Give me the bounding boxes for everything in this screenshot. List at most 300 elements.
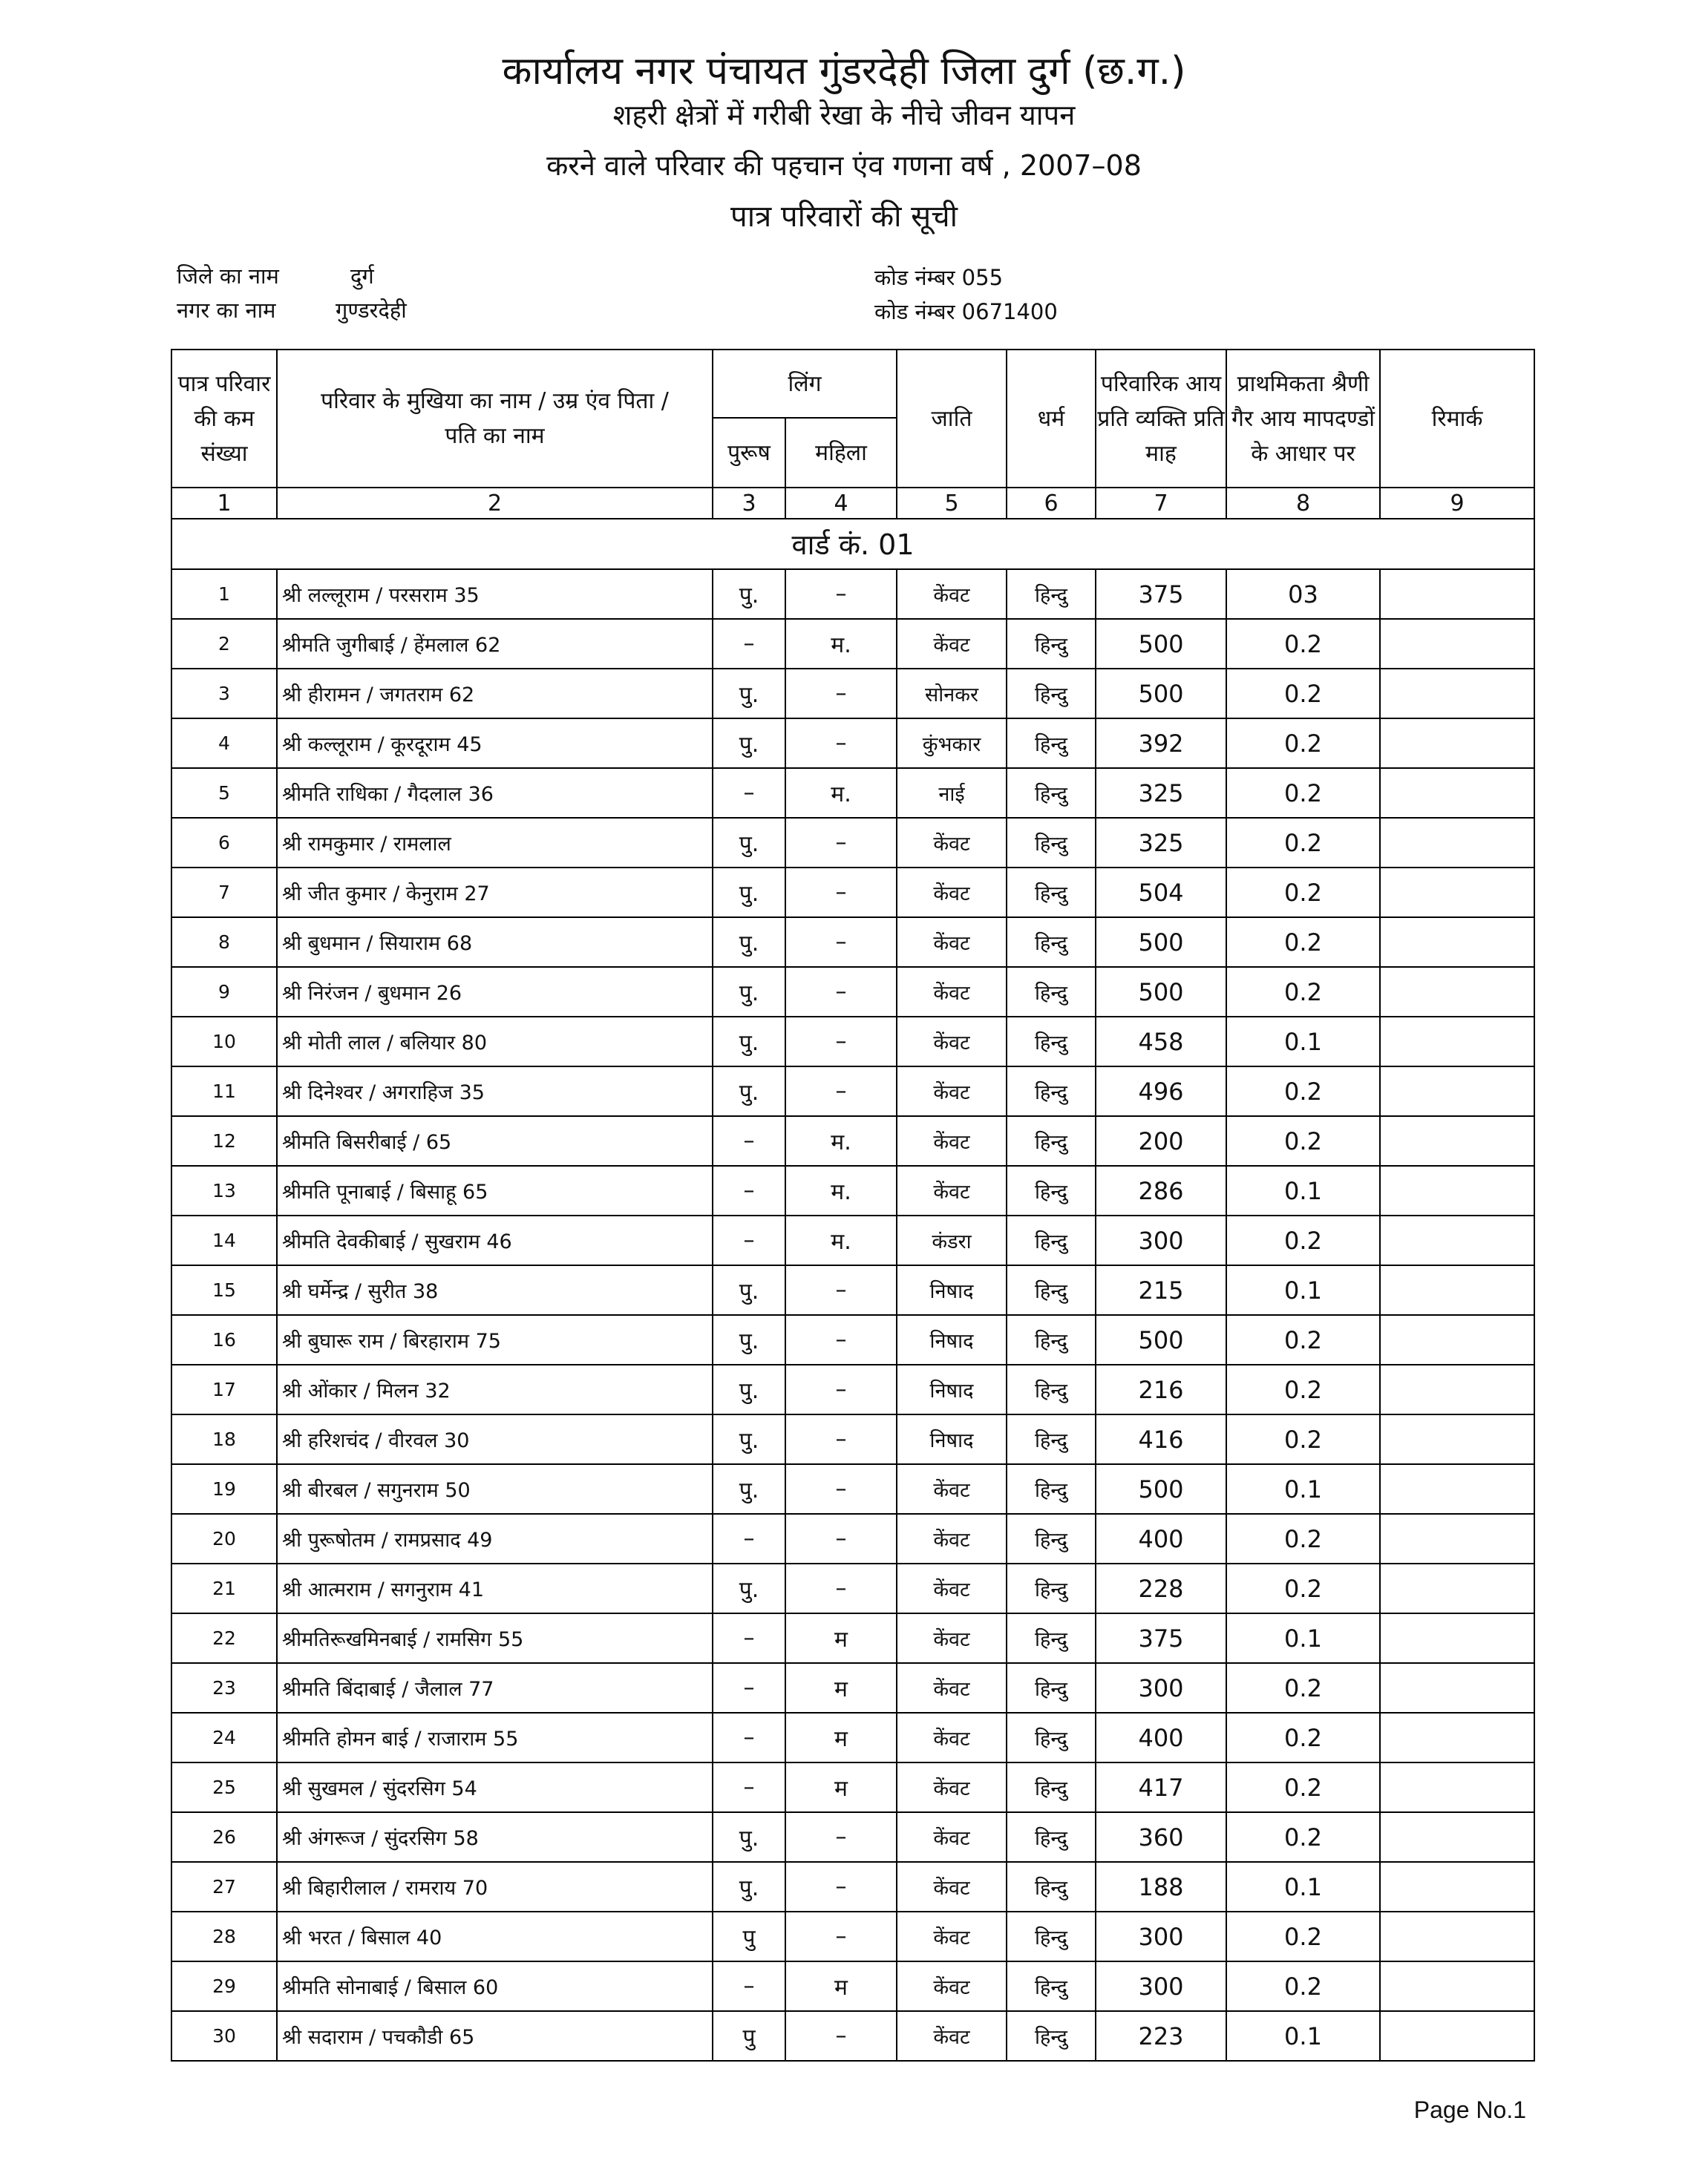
remark-cell <box>1380 1912 1534 1961</box>
table-row <box>171 569 1534 619</box>
name-cell: श्री हीरामन / जगतराम 62 <box>277 669 713 718</box>
income-cell: 500 <box>1096 917 1226 967</box>
caste-cell: केंवट <box>897 1564 1007 1613</box>
header-income: परिवारिक आय प्रति व्यक्ति प्रति माह <box>1096 350 1226 488</box>
name-cell: श्रीमतिरूखमिनबाई / रामसिग 55 <box>277 1613 713 1663</box>
name-cell: श्री लल्लूराम / परसराम 35 <box>277 569 713 619</box>
remark-cell <box>1380 1514 1534 1564</box>
male-cell: पु <box>713 2011 785 2061</box>
income-cell: 496 <box>1096 1066 1226 1116</box>
male-cell: पु <box>713 1912 785 1961</box>
priority-cell: 0.2 <box>1226 619 1380 669</box>
remark-cell <box>1380 1613 1534 1663</box>
religion-cell: हिन्दु <box>1007 1812 1096 1862</box>
remark-cell <box>1380 1961 1534 2011</box>
priority-cell: 0.2 <box>1226 1961 1380 2011</box>
male-cell: पु. <box>713 1564 785 1613</box>
religion-cell: हिन्दु <box>1007 1414 1096 1464</box>
income-cell: 300 <box>1096 1216 1226 1265</box>
religion-cell: हिन्दु <box>1007 1961 1096 2011</box>
table-row <box>171 1663 1534 1713</box>
male-cell: पु. <box>713 818 785 868</box>
religion-cell: हिन्दु <box>1007 1514 1096 1564</box>
remark-cell <box>1380 2011 1534 2061</box>
religion-cell: हिन्दु <box>1007 1066 1096 1116</box>
town-value: गुण्डरदेही <box>336 298 407 323</box>
income-cell: 500 <box>1096 669 1226 718</box>
priority-cell: 0.1 <box>1226 1265 1380 1315</box>
priority-cell: 0.2 <box>1226 1514 1380 1564</box>
priority-cell: 0.1 <box>1226 1613 1380 1663</box>
religion-cell: हिन्दु <box>1007 1017 1096 1066</box>
caste-cell: निषाद <box>897 1414 1007 1464</box>
caste-cell: केंवट <box>897 2011 1007 2061</box>
name-cell: श्रीमति पूनाबाई / बिसाहू 65 <box>277 1166 713 1216</box>
religion-cell: हिन्दु <box>1007 1564 1096 1613</box>
serial-cell: 12 <box>171 1116 277 1166</box>
priority-cell: 0.2 <box>1226 1116 1380 1166</box>
serial-cell: 29 <box>171 1961 277 2011</box>
income-cell: 500 <box>1096 1464 1226 1514</box>
income-cell: 360 <box>1096 1812 1226 1862</box>
name-cell: श्री दिनेश्वर / अगराहिज 35 <box>277 1066 713 1116</box>
header-caste: जाति <box>897 350 1007 488</box>
name-cell: श्री निरंजन / बुधमान 26 <box>277 967 713 1017</box>
name-cell: श्री बिहारीलाल / रामराय 70 <box>277 1862 713 1912</box>
religion-cell: हिन्दु <box>1007 1216 1096 1265</box>
income-cell: 300 <box>1096 1961 1226 2011</box>
caste-cell: केंवट <box>897 1862 1007 1912</box>
income-cell: 300 <box>1096 1663 1226 1713</box>
remark-cell <box>1380 1762 1534 1812</box>
caste-cell: केंवट <box>897 1912 1007 1961</box>
remark-cell <box>1380 1713 1534 1762</box>
serial-cell: 7 <box>171 868 277 917</box>
remark-cell <box>1380 1365 1534 1414</box>
table-row <box>171 1116 1534 1166</box>
caste-cell: केंवट <box>897 967 1007 1017</box>
female-cell: – <box>785 1564 897 1613</box>
remark-cell <box>1380 1315 1534 1365</box>
female-cell: म. <box>785 619 897 669</box>
page-number: Page No.1 <box>1413 2096 1526 2123</box>
header-remark: रिमार्क <box>1380 350 1534 488</box>
name-cell: श्रीमति बिंदाबाई / जैलाल 77 <box>277 1663 713 1713</box>
remark-cell <box>1380 1116 1534 1166</box>
religion-cell: हिन्दु <box>1007 868 1096 917</box>
caste-cell: कंडरा <box>897 1216 1007 1265</box>
remark-cell <box>1380 1066 1534 1116</box>
remark-cell <box>1380 1564 1534 1613</box>
name-cell: श्री कल्लूराम / कूरदूराम 45 <box>277 718 713 768</box>
priority-cell: 0.1 <box>1226 1166 1380 1216</box>
header-female: महिला <box>785 418 897 488</box>
female-cell: म <box>785 1713 897 1762</box>
caste-cell: केंवट <box>897 1066 1007 1116</box>
table-row <box>171 1961 1534 2011</box>
male-cell: – <box>713 1514 785 1564</box>
header-name: परिवार के मुखिया का नाम / उम्र एंव पिता / पति का नाम <box>277 350 713 488</box>
column-number: 4 <box>785 488 897 519</box>
priority-cell: 0.2 <box>1226 917 1380 967</box>
remark-cell <box>1380 1663 1534 1713</box>
male-cell: पु. <box>713 1812 785 1862</box>
priority-cell: 0.1 <box>1226 2011 1380 2061</box>
remark-cell <box>1380 1414 1534 1464</box>
male-cell: पु. <box>713 1066 785 1116</box>
female-cell: – <box>785 868 897 917</box>
table-row <box>171 1414 1534 1464</box>
caste-cell: केंवट <box>897 1762 1007 1812</box>
priority-cell: 0.2 <box>1226 1315 1380 1365</box>
female-cell: म. <box>785 1216 897 1265</box>
name-cell: श्री अंगरूज / सुंदरसिग 58 <box>277 1812 713 1862</box>
income-cell: 215 <box>1096 1265 1226 1315</box>
serial-cell: 13 <box>171 1166 277 1216</box>
table-row <box>171 2011 1534 2061</box>
priority-cell: 0.1 <box>1226 1862 1380 1912</box>
name-cell: श्रीमति देवकीबाई / सुखराम 46 <box>277 1216 713 1265</box>
male-cell: – <box>713 1663 785 1713</box>
serial-cell: 1 <box>171 569 277 619</box>
serial-cell: 10 <box>171 1017 277 1066</box>
header-religion: धर्म <box>1007 350 1096 488</box>
priority-cell: 0.2 <box>1226 1066 1380 1116</box>
religion-cell: हिन्दु <box>1007 1265 1096 1315</box>
column-number: 2 <box>277 488 713 519</box>
table-row <box>171 1762 1534 1812</box>
religion-cell: हिन्दु <box>1007 718 1096 768</box>
table-row <box>171 1514 1534 1564</box>
priority-cell: 0.2 <box>1226 818 1380 868</box>
caste-cell: केंवट <box>897 1961 1007 2011</box>
table-row <box>171 1912 1534 1961</box>
serial-cell: 30 <box>171 2011 277 2061</box>
remark-cell <box>1380 569 1534 619</box>
header-gender: लिंग <box>713 350 897 418</box>
column-number: 6 <box>1007 488 1096 519</box>
income-cell: 188 <box>1096 1862 1226 1912</box>
religion-cell: हिन्दु <box>1007 1464 1096 1514</box>
remark-cell <box>1380 1017 1534 1066</box>
remark-cell <box>1380 1166 1534 1216</box>
table-row <box>171 619 1534 669</box>
male-cell: – <box>713 1216 785 1265</box>
table-row <box>171 818 1534 868</box>
table-row <box>171 917 1534 967</box>
serial-cell: 17 <box>171 1365 277 1414</box>
table-row <box>171 1464 1534 1514</box>
ward-heading: वार्ड कं. 01 <box>171 519 1534 569</box>
female-cell: – <box>785 1862 897 1912</box>
serial-cell: 3 <box>171 669 277 718</box>
table-row <box>171 768 1534 818</box>
priority-cell: 0.2 <box>1226 1713 1380 1762</box>
remark-cell <box>1380 1862 1534 1912</box>
income-cell: 458 <box>1096 1017 1226 1066</box>
name-cell: श्री सुखमल / सुंदरसिग 54 <box>277 1762 713 1812</box>
income-cell: 200 <box>1096 1116 1226 1166</box>
remark-cell <box>1380 818 1534 868</box>
caste-cell: केंवट <box>897 1464 1007 1514</box>
table-row <box>171 1216 1534 1265</box>
serial-cell: 11 <box>171 1066 277 1116</box>
name-cell: श्री आत्मराम / सगनुराम 41 <box>277 1564 713 1613</box>
female-cell: – <box>785 1365 897 1414</box>
table-row <box>171 868 1534 917</box>
female-cell: म <box>785 1762 897 1812</box>
remark-cell <box>1380 967 1534 1017</box>
district-value: दुर्ग <box>350 263 374 289</box>
office-title: कार्यालय नगर पंचायत गुंडरदेही जिला दुर्ग (छ.ग.) <box>502 49 1186 94</box>
caste-cell: निषाद <box>897 1265 1007 1315</box>
caste-cell: निषाद <box>897 1365 1007 1414</box>
caste-cell: सोनकर <box>897 669 1007 718</box>
remark-cell <box>1380 768 1534 818</box>
income-cell: 325 <box>1096 818 1226 868</box>
serial-cell: 2 <box>171 619 277 669</box>
female-cell: म. <box>785 768 897 818</box>
remark-cell <box>1380 1812 1534 1862</box>
female-cell: – <box>785 2011 897 2061</box>
caste-cell: केंवट <box>897 1166 1007 1216</box>
female-cell: – <box>785 1017 897 1066</box>
serial-cell: 5 <box>171 768 277 818</box>
caste-cell: केंवट <box>897 1017 1007 1066</box>
serial-cell: 6 <box>171 818 277 868</box>
name-cell: श्रीमति बिसरीबाई / 65 <box>277 1116 713 1166</box>
female-cell: म <box>785 1663 897 1713</box>
female-cell: – <box>785 569 897 619</box>
table-row <box>171 1315 1534 1365</box>
income-cell: 417 <box>1096 1762 1226 1812</box>
priority-cell: 0.2 <box>1226 868 1380 917</box>
female-cell: – <box>785 1414 897 1464</box>
caste-cell: केंवट <box>897 1613 1007 1663</box>
priority-cell: 0.2 <box>1226 1762 1380 1812</box>
serial-cell: 27 <box>171 1862 277 1912</box>
column-number: 3 <box>713 488 785 519</box>
caste-cell: नाई <box>897 768 1007 818</box>
income-cell: 216 <box>1096 1365 1226 1414</box>
serial-cell: 15 <box>171 1265 277 1315</box>
income-cell: 325 <box>1096 768 1226 818</box>
serial-cell: 8 <box>171 917 277 967</box>
income-cell: 400 <box>1096 1514 1226 1564</box>
remark-cell <box>1380 1464 1534 1514</box>
male-cell: पु. <box>713 1862 785 1912</box>
name-cell: श्री भरत / बिसाल 40 <box>277 1912 713 1961</box>
family-register-table <box>171 349 1535 2062</box>
caste-cell: केंवट <box>897 1663 1007 1713</box>
religion-cell: हिन्दु <box>1007 1912 1096 1961</box>
income-cell: 375 <box>1096 569 1226 619</box>
income-cell: 500 <box>1096 967 1226 1017</box>
caste-cell: केंवट <box>897 1713 1007 1762</box>
caste-cell: केंवट <box>897 569 1007 619</box>
column-number: 7 <box>1096 488 1226 519</box>
income-cell: 375 <box>1096 1613 1226 1663</box>
male-cell: पु. <box>713 569 785 619</box>
religion-cell: हिन्दु <box>1007 1762 1096 1812</box>
male-cell: पु. <box>713 1414 785 1464</box>
table-row <box>171 1713 1534 1762</box>
table-row <box>171 967 1534 1017</box>
income-cell: 504 <box>1096 868 1226 917</box>
religion-cell: हिन्दु <box>1007 1613 1096 1663</box>
remark-cell <box>1380 917 1534 967</box>
remark-cell <box>1380 1265 1534 1315</box>
female-cell: – <box>785 1912 897 1961</box>
table-row <box>171 718 1534 768</box>
table-row <box>171 1265 1534 1315</box>
name-cell: श्रीमति जुगीबाई / हेंमलाल 62 <box>277 619 713 669</box>
male-cell: – <box>713 1713 785 1762</box>
caste-cell: केंवट <box>897 619 1007 669</box>
list-title: पात्र परिवारों की सूची <box>730 200 958 234</box>
serial-cell: 25 <box>171 1762 277 1812</box>
religion-cell: हिन्दु <box>1007 1663 1096 1713</box>
income-cell: 300 <box>1096 1912 1226 1961</box>
male-cell: पु. <box>713 868 785 917</box>
header-serial: पात्र परिवार की कम संख्या <box>171 350 277 488</box>
serial-cell: 18 <box>171 1414 277 1464</box>
male-cell: पु. <box>713 917 785 967</box>
female-cell: – <box>785 1464 897 1514</box>
male-cell: पु. <box>713 1365 785 1414</box>
district-code: कोड नंम्बर 055 <box>874 265 1004 290</box>
caste-cell: केंवट <box>897 1514 1007 1564</box>
serial-cell: 24 <box>171 1713 277 1762</box>
serial-cell: 26 <box>171 1812 277 1862</box>
table-row <box>171 1862 1534 1912</box>
name-cell: श्रीमति राधिका / गैदलाल 36 <box>277 768 713 818</box>
male-cell: पु. <box>713 1464 785 1514</box>
table-row <box>171 1365 1534 1414</box>
female-cell: – <box>785 967 897 1017</box>
female-cell: – <box>785 818 897 868</box>
column-number: 5 <box>897 488 1007 519</box>
female-cell: म <box>785 1961 897 2011</box>
serial-cell: 19 <box>171 1464 277 1514</box>
female-cell: – <box>785 669 897 718</box>
remark-cell <box>1380 619 1534 669</box>
caste-cell: केंवट <box>897 868 1007 917</box>
priority-cell: 0.2 <box>1226 1663 1380 1713</box>
male-cell: – <box>713 619 785 669</box>
serial-cell: 28 <box>171 1912 277 1961</box>
table-row <box>171 1166 1534 1216</box>
religion-cell: हिन्दु <box>1007 1116 1096 1166</box>
religion-cell: हिन्दु <box>1007 768 1096 818</box>
name-cell: श्री बुघारू राम / बिरहाराम 75 <box>277 1315 713 1365</box>
caste-cell: केंवट <box>897 1812 1007 1862</box>
name-cell: श्री घर्मेन्द्र / सुरीत 38 <box>277 1265 713 1315</box>
town-label: नगर का नाम <box>177 298 276 323</box>
female-cell: – <box>785 1514 897 1564</box>
male-cell: पु. <box>713 718 785 768</box>
female-cell: – <box>785 1265 897 1315</box>
name-cell: श्रीमति होमन बाई / राजाराम 55 <box>277 1713 713 1762</box>
serial-cell: 16 <box>171 1315 277 1365</box>
table-row <box>171 1812 1534 1862</box>
priority-cell: 0.2 <box>1226 967 1380 1017</box>
female-cell: – <box>785 1315 897 1365</box>
priority-cell: 0.1 <box>1226 1017 1380 1066</box>
religion-cell: हिन्दु <box>1007 1862 1096 1912</box>
religion-cell: हिन्दु <box>1007 619 1096 669</box>
priority-cell: 0.2 <box>1226 1216 1380 1265</box>
priority-cell: 0.2 <box>1226 718 1380 768</box>
name-cell: श्री सदाराम / पचकौडी 65 <box>277 2011 713 2061</box>
name-cell: श्री हरिशचंद / वीरवल 30 <box>277 1414 713 1464</box>
religion-cell: हिन्दु <box>1007 1713 1096 1762</box>
serial-cell: 9 <box>171 967 277 1017</box>
serial-cell: 14 <box>171 1216 277 1265</box>
town-code: कोड नंम्बर 0671400 <box>874 299 1058 324</box>
name-cell: श्री मोती लाल / बलियार 80 <box>277 1017 713 1066</box>
name-cell: श्री जीत कुमार / केनुराम 27 <box>277 868 713 917</box>
remark-cell <box>1380 669 1534 718</box>
religion-cell: हिन्दु <box>1007 917 1096 967</box>
name-cell: श्री बुधमान / सियाराम 68 <box>277 917 713 967</box>
priority-cell: 03 <box>1226 569 1380 619</box>
male-cell: पु. <box>713 1315 785 1365</box>
income-cell: 228 <box>1096 1564 1226 1613</box>
priority-cell: 0.2 <box>1226 669 1380 718</box>
female-cell: म. <box>785 1116 897 1166</box>
remark-cell <box>1380 868 1534 917</box>
priority-cell: 0.2 <box>1226 1414 1380 1464</box>
male-cell: पु. <box>713 1017 785 1066</box>
male-cell: पु. <box>713 669 785 718</box>
name-cell: श्री बीरबल / सगुनराम 50 <box>277 1464 713 1514</box>
column-number: 9 <box>1380 488 1534 519</box>
religion-cell: हिन्दु <box>1007 1166 1096 1216</box>
column-number: 1 <box>171 488 277 519</box>
religion-cell: हिन्दु <box>1007 2011 1096 2061</box>
serial-cell: 4 <box>171 718 277 768</box>
male-cell: – <box>713 1762 785 1812</box>
priority-cell: 0.2 <box>1226 768 1380 818</box>
name-cell: श्री पुरूषोतम / रामप्रसाद 49 <box>277 1514 713 1564</box>
priority-cell: 0.2 <box>1226 1365 1380 1414</box>
female-cell: – <box>785 1066 897 1116</box>
female-cell: म. <box>785 1166 897 1216</box>
religion-cell: हिन्दु <box>1007 1365 1096 1414</box>
table-row <box>171 669 1534 718</box>
table-row <box>171 1613 1534 1663</box>
caste-cell: निषाद <box>897 1315 1007 1365</box>
income-cell: 400 <box>1096 1713 1226 1762</box>
income-cell: 500 <box>1096 619 1226 669</box>
religion-cell: हिन्दु <box>1007 1315 1096 1365</box>
income-cell: 392 <box>1096 718 1226 768</box>
priority-cell: 0.2 <box>1226 1812 1380 1862</box>
table-row <box>171 1017 1534 1066</box>
caste-cell: केंवट <box>897 917 1007 967</box>
male-cell: – <box>713 768 785 818</box>
religion-cell: हिन्दु <box>1007 967 1096 1017</box>
caste-cell: कुंभकार <box>897 718 1007 768</box>
serial-cell: 20 <box>171 1514 277 1564</box>
religion-cell: हिन्दु <box>1007 818 1096 868</box>
income-cell: 500 <box>1096 1315 1226 1365</box>
female-cell: – <box>785 1812 897 1862</box>
religion-cell: हिन्दु <box>1007 669 1096 718</box>
district-label: जिले का नाम <box>177 263 279 289</box>
remark-cell <box>1380 718 1534 768</box>
